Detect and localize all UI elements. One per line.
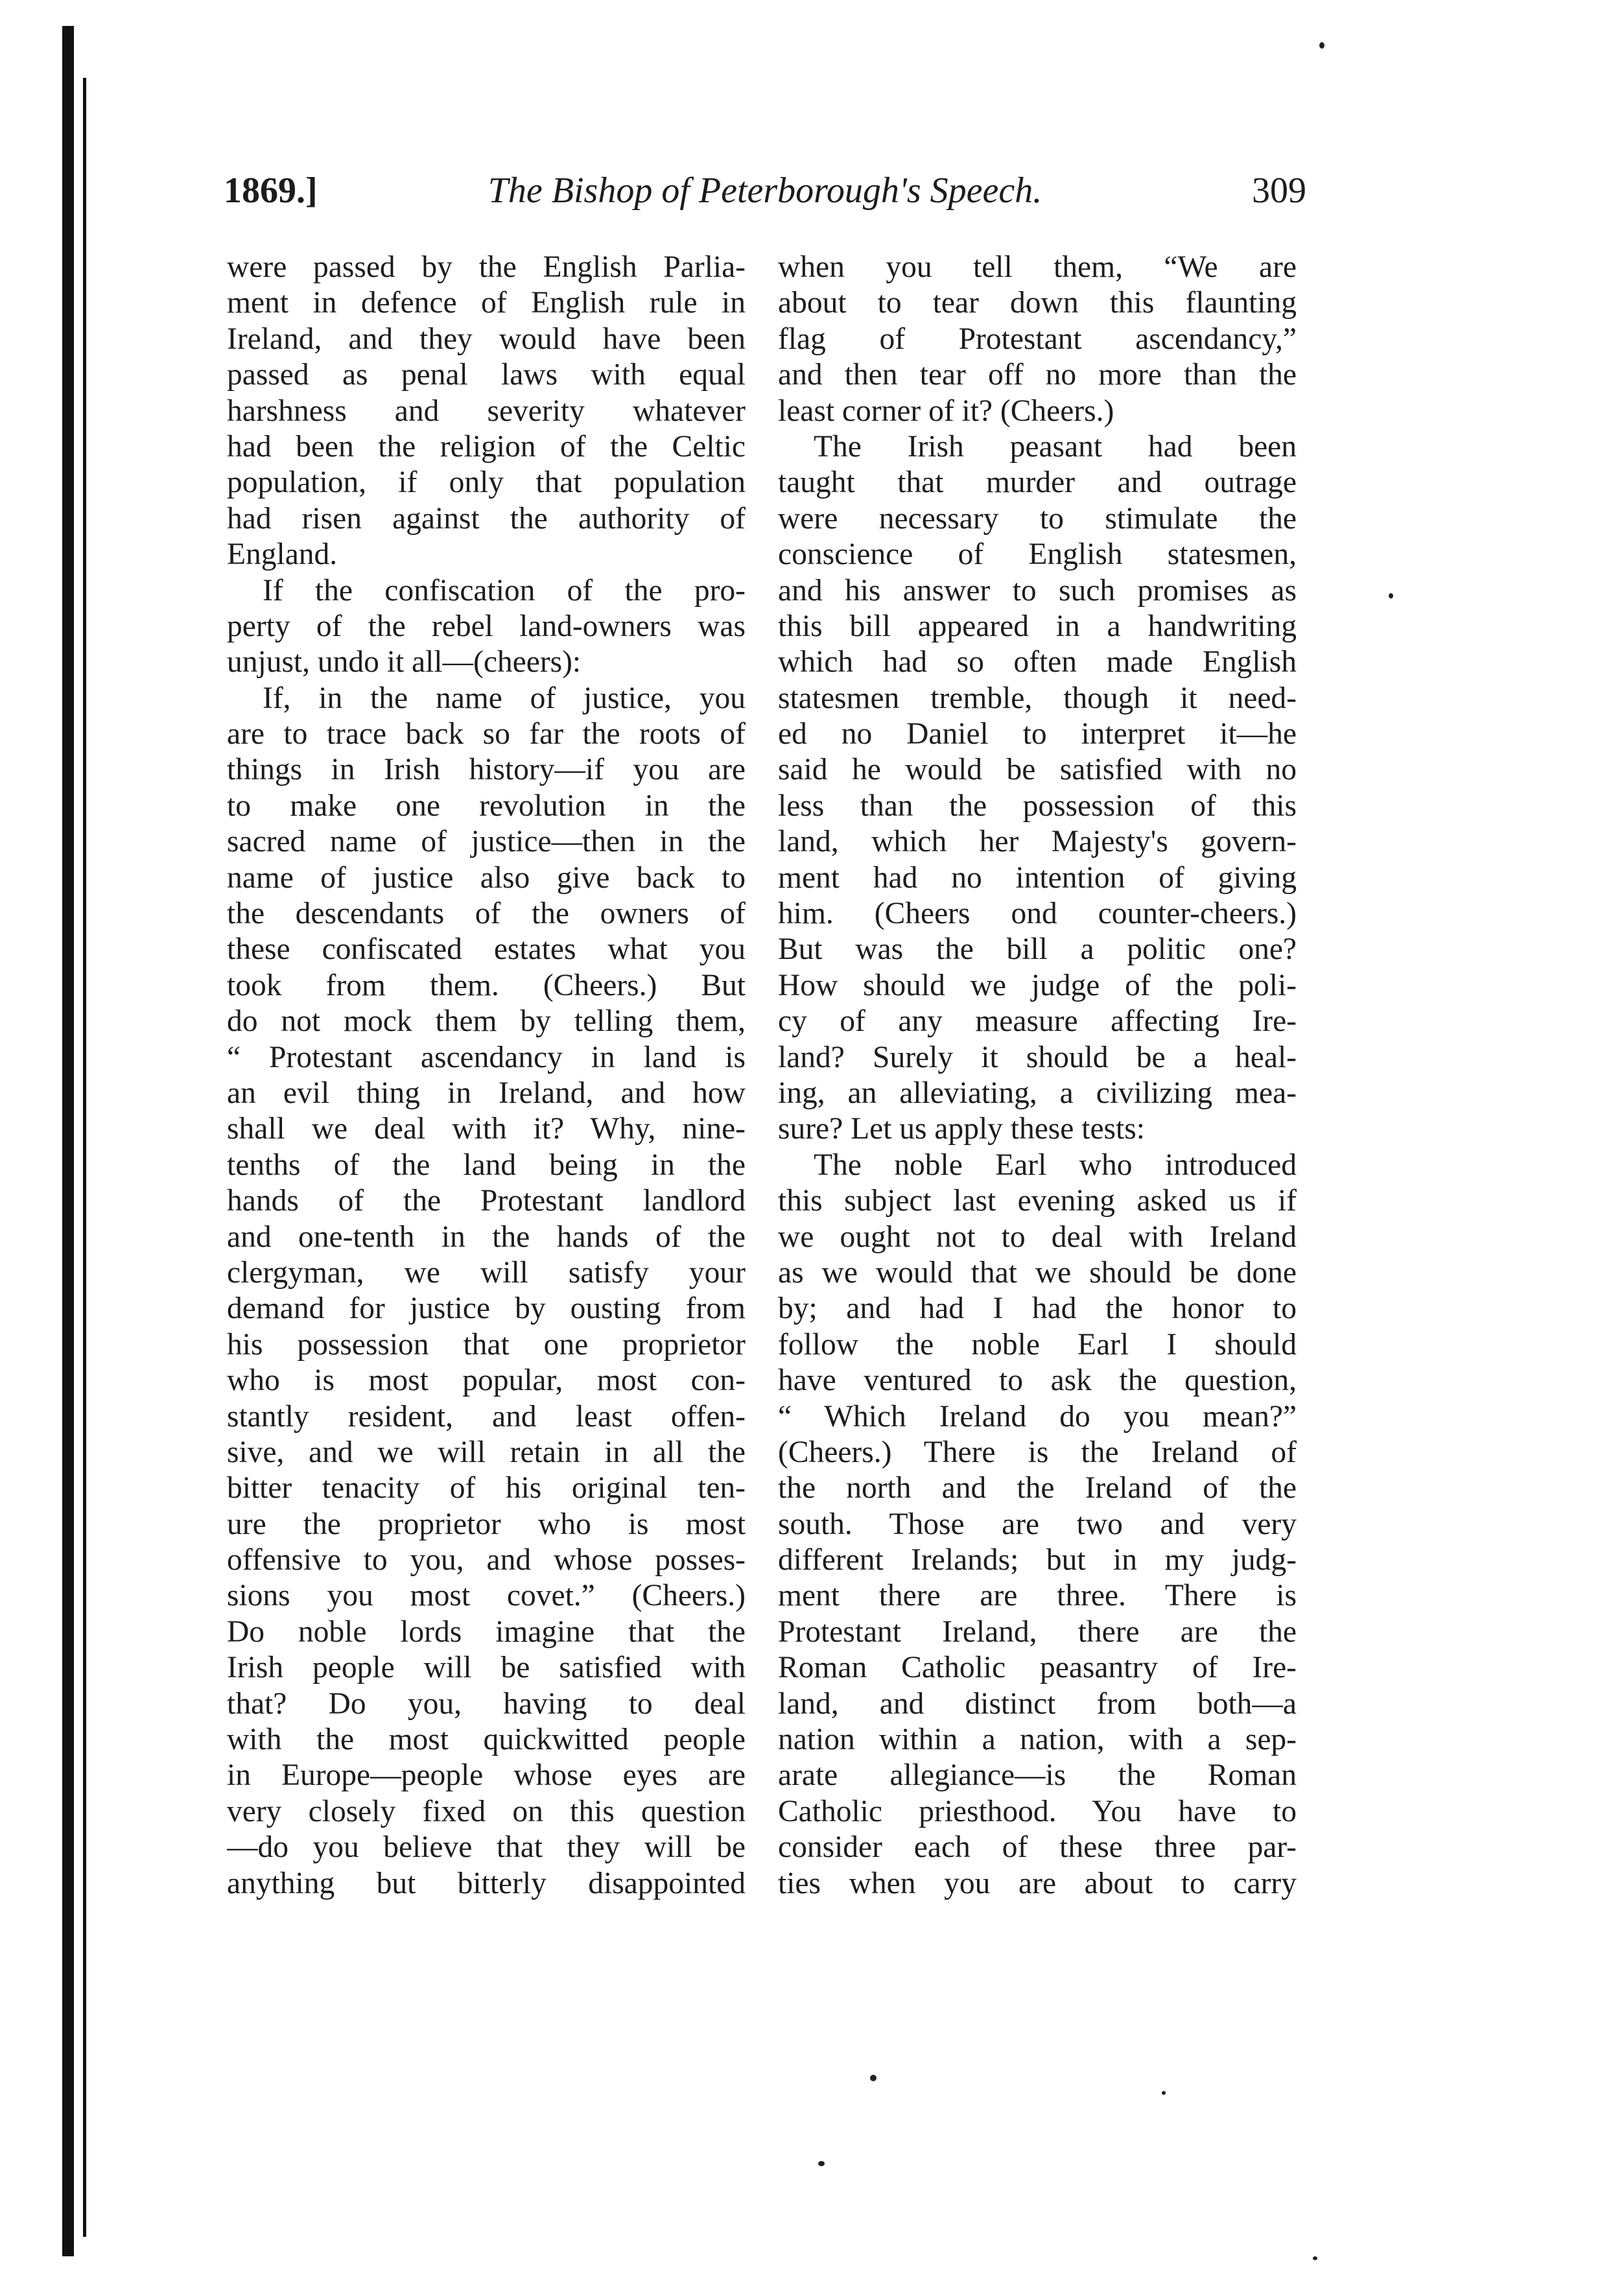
text-line: and then tear off no more than the [778, 358, 1297, 392]
text-line: who is most popular, most con- [227, 1364, 746, 1398]
print-speck [818, 2161, 825, 2166]
text-line: “ Which Ireland do you mean?” [778, 1399, 1297, 1434]
text-line: If the confiscation of the pro- [263, 573, 746, 608]
text-line: arate allegiance—is the Roman [778, 1758, 1297, 1793]
binding-edge-inner [83, 78, 86, 2237]
text-line: Irish people will be satisfied with [227, 1651, 746, 1685]
text-line: we ought not to deal with Ireland [778, 1220, 1297, 1254]
text-line: Catholic priesthood. You have to [778, 1794, 1297, 1828]
text-line: about to tear down this flaunting [778, 286, 1297, 320]
text-line: less than the possession of this [778, 788, 1297, 823]
text-line: England. [227, 537, 338, 572]
text-line: ties when you are about to carry [778, 1866, 1297, 1900]
text-line: ing, an alleviating, a civilizing mea- [778, 1076, 1297, 1110]
text-line: this subject last evening asked us if [778, 1184, 1297, 1218]
text-line: things in Irish history—if you are [227, 753, 746, 787]
text-line: unjust, undo it all—(cheers): [227, 645, 582, 679]
text-line: very closely fixed on this question [227, 1794, 746, 1828]
text-line: when you tell them, “We are [778, 250, 1297, 284]
text-line: But was the bill a politic one? [778, 932, 1297, 967]
text-line: (Cheers.) There is the Ireland of [778, 1435, 1297, 1469]
text-line: tenths of the land being in the [227, 1148, 746, 1182]
left-column [227, 250, 746, 1902]
text-line: Ireland, and they would have been [227, 322, 746, 356]
text-line: Protestant Ireland, there are the [778, 1614, 1297, 1649]
text-line: had been the religion of the Celtic [227, 429, 746, 464]
text-line: If, in the name of justice, you [263, 681, 746, 715]
text-line: stantly resident, and least offen- [227, 1399, 746, 1434]
text-line: sacred name of justice—then in the [227, 825, 746, 859]
text-line: different Irelands; but in my judg- [778, 1543, 1297, 1577]
text-line: do not mock them by telling them, [227, 1004, 746, 1039]
text-line: least corner of it? (Cheers.) [778, 394, 1114, 428]
text-line: by; and had I had the honor to [778, 1292, 1297, 1326]
text-line: with the most quickwitted people [227, 1723, 746, 1757]
text-line: these confiscated estates what you [227, 932, 746, 967]
text-line: perty of the rebel land-owners was [227, 609, 746, 643]
text-line: were necessary to stimulate the [778, 501, 1297, 536]
text-line: “ Protestant ascendancy in land is [227, 1040, 746, 1074]
text-line: shall we deal with it? Why, nine- [227, 1112, 746, 1146]
binding-edge [62, 26, 74, 2256]
text-line: that? Do you, having to deal [227, 1686, 746, 1721]
text-line: Roman Catholic peasantry of Ire- [778, 1651, 1297, 1685]
text-line: land, and distinct from both—a [778, 1686, 1297, 1721]
text-line: anything but bitterly disappointed [227, 1866, 746, 1900]
text-line: name of justice also give back to [227, 860, 746, 895]
print-speck [1319, 42, 1324, 49]
text-line: an evil thing in Ireland, and how [227, 1076, 746, 1110]
text-line: offensive to you, and whose posses- [227, 1543, 746, 1577]
text-line: cy of any measure affecting Ire- [778, 1004, 1297, 1039]
right-column [778, 250, 1297, 1902]
text-line: How should we judge of the poli- [778, 968, 1297, 1002]
text-line: conscience of English statesmen, [778, 537, 1297, 572]
running-header [224, 170, 1306, 228]
text-line: harshness and severity whatever [227, 394, 746, 428]
text-line: population, if only that population [227, 466, 746, 500]
text-line: and his answer to such promises as [778, 573, 1297, 608]
text-line: sure? Let us apply these tests: [778, 1112, 1145, 1146]
text-line: passed as penal laws with equal [227, 358, 746, 392]
text-line: statesmen tremble, though it need- [778, 681, 1297, 715]
text-line: as we would that we should be done [778, 1255, 1297, 1290]
text-line: ment there are three. There is [778, 1579, 1297, 1613]
text-line: clergyman, we will satisfy your [227, 1255, 746, 1290]
header-year: 1869.] [224, 171, 318, 211]
text-line: took from them. (Cheers.) But [227, 968, 746, 1002]
text-line: sive, and we will retain in all the [227, 1435, 746, 1469]
text-line: him. (Cheers ond counter-cheers.) [778, 897, 1297, 931]
text-line: this bill appeared in a handwriting [778, 609, 1297, 643]
text-line: nation within a nation, with a sep- [778, 1723, 1297, 1757]
print-speck [870, 2075, 877, 2081]
print-speck [1162, 2091, 1166, 2095]
text-line: —do you believe that they will be [227, 1830, 746, 1865]
text-line: are to trace back so far the roots of [227, 717, 746, 751]
text-line: land? Surely it should be a heal- [778, 1040, 1297, 1074]
running-title: The Bishop of Peterborough's Speech. [488, 171, 1042, 211]
text-line: ure the proprietor who is most [227, 1507, 746, 1541]
text-line: Do noble lords imagine that the [227, 1614, 746, 1649]
text-line: and one-tenth in the hands of the [227, 1220, 746, 1254]
text-line: the north and the Ireland of the [778, 1471, 1297, 1506]
text-line: south. Those are two and very [778, 1507, 1297, 1541]
text-line: which had so often made English [778, 645, 1297, 679]
text-line: taught that murder and outrage [778, 466, 1297, 500]
text-line: consider each of these three par- [778, 1830, 1297, 1865]
text-line: were passed by the English Parlia- [227, 250, 746, 284]
text-line: land, which her Majesty's govern- [778, 825, 1297, 859]
text-line: flag of Protestant ascendancy,” [778, 322, 1297, 356]
text-line: demand for justice by ousting from [227, 1292, 746, 1326]
text-line: hands of the Protestant landlord [227, 1184, 746, 1218]
text-line: have ventured to ask the question, [778, 1364, 1297, 1398]
text-line: to make one revolution in the [227, 788, 746, 823]
page-number: 309 [1252, 171, 1306, 211]
print-speck [1389, 593, 1393, 598]
text-line: in Europe—people whose eyes are [227, 1758, 746, 1793]
text-line: follow the noble Earl I should [778, 1327, 1297, 1362]
text-line: sions you most covet.” (Cheers.) [227, 1579, 746, 1613]
text-line: his possession that one proprietor [227, 1327, 746, 1362]
text-line: said he would be satisfied with no [778, 753, 1297, 787]
text-line: The noble Earl who introduced [814, 1148, 1297, 1182]
text-line: ment in defence of English rule in [227, 286, 746, 320]
text-line: The Irish peasant had been [814, 429, 1297, 464]
text-line: ment had no intention of giving [778, 860, 1297, 895]
text-line: bitter tenacity of his original ten- [227, 1471, 746, 1506]
text-line: the descendants of the owners of [227, 897, 746, 931]
text-line: had risen against the authority of [227, 501, 746, 536]
text-line: ed no Daniel to interpret it—he [778, 717, 1297, 751]
print-speck [1313, 2256, 1317, 2260]
